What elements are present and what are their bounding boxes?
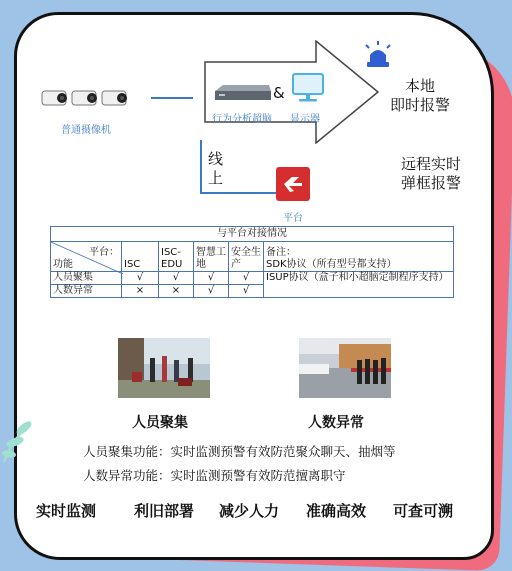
- remote-alarm-text: 远程实时 弹框报警: [400, 155, 461, 192]
- row-name: 人员聚集: [51, 272, 122, 285]
- benefit-label: 减少人力: [219, 502, 280, 520]
- local-alarm-text: 本地 即时报警: [390, 77, 451, 114]
- column-header: ISC: [122, 242, 159, 272]
- column-header: ISC-EDU: [159, 242, 194, 272]
- table-cell: √: [194, 285, 229, 298]
- device-label: 行为分析超脑: [212, 114, 272, 125]
- benefit-label: 实时监测: [36, 502, 97, 520]
- abnormal-headcount-title: 人数异常: [308, 415, 364, 431]
- table-cell: ×: [159, 285, 194, 298]
- benefit-label: 可查可溯: [393, 502, 454, 520]
- ampersand: &: [273, 84, 285, 102]
- table-cell: √: [229, 272, 264, 285]
- camera-icon: [100, 88, 132, 108]
- platform-logo-icon: [275, 166, 311, 202]
- table-cell: √: [159, 272, 194, 285]
- table-cell: √: [122, 272, 159, 285]
- platform-integration-table: [50, 226, 454, 298]
- crowd-gathering-title: 人员聚集: [132, 415, 188, 431]
- column-header: 安全生产: [229, 242, 264, 272]
- table-title: 与平台对接情况: [51, 227, 454, 242]
- note-cell: ISUP协议（盒子和小超脑定制程序支持）: [264, 272, 454, 298]
- camera-icon: [70, 88, 102, 108]
- camera-icon: [40, 88, 72, 108]
- monitor-label: 显示器: [290, 114, 320, 125]
- camera-connector-line: [151, 97, 193, 99]
- feature-description: 人数异常功能：实时监测预警有效防范擅离职守: [83, 468, 346, 483]
- column-header: 智慧工地: [194, 242, 229, 272]
- feature-description: 人员聚集功能：实时监测预警有效防范聚众聊天、抽烟等: [83, 444, 396, 459]
- online-connector-line: [200, 140, 202, 192]
- abnormal-headcount-photo: [299, 338, 391, 398]
- diagonal-line: [51, 242, 123, 274]
- benefit-label: 利旧部署: [134, 502, 195, 520]
- monitor-icon: [290, 72, 326, 104]
- benefit-label: 准确高效: [306, 502, 367, 520]
- table-cell: ×: [122, 285, 159, 298]
- row-name: 人数异常: [51, 285, 122, 298]
- platform-label: 平台: [283, 213, 303, 224]
- online-connector-line: [200, 192, 278, 194]
- alarm-light-icon: [362, 40, 394, 68]
- leaf-decoration-icon: [0, 414, 40, 464]
- table-cell: √: [229, 285, 264, 298]
- crowd-gathering-photo: [118, 338, 210, 398]
- note-header: 备注： SDK协议（所有型号都支持）: [264, 242, 454, 272]
- online-text: 线 上: [208, 150, 224, 187]
- table-cell: √: [194, 272, 229, 285]
- table-corner-cell: 平台： 功能: [51, 242, 122, 272]
- behavior-analysis-device-icon: [213, 83, 273, 103]
- camera-label: 普通摄像机: [61, 125, 111, 136]
